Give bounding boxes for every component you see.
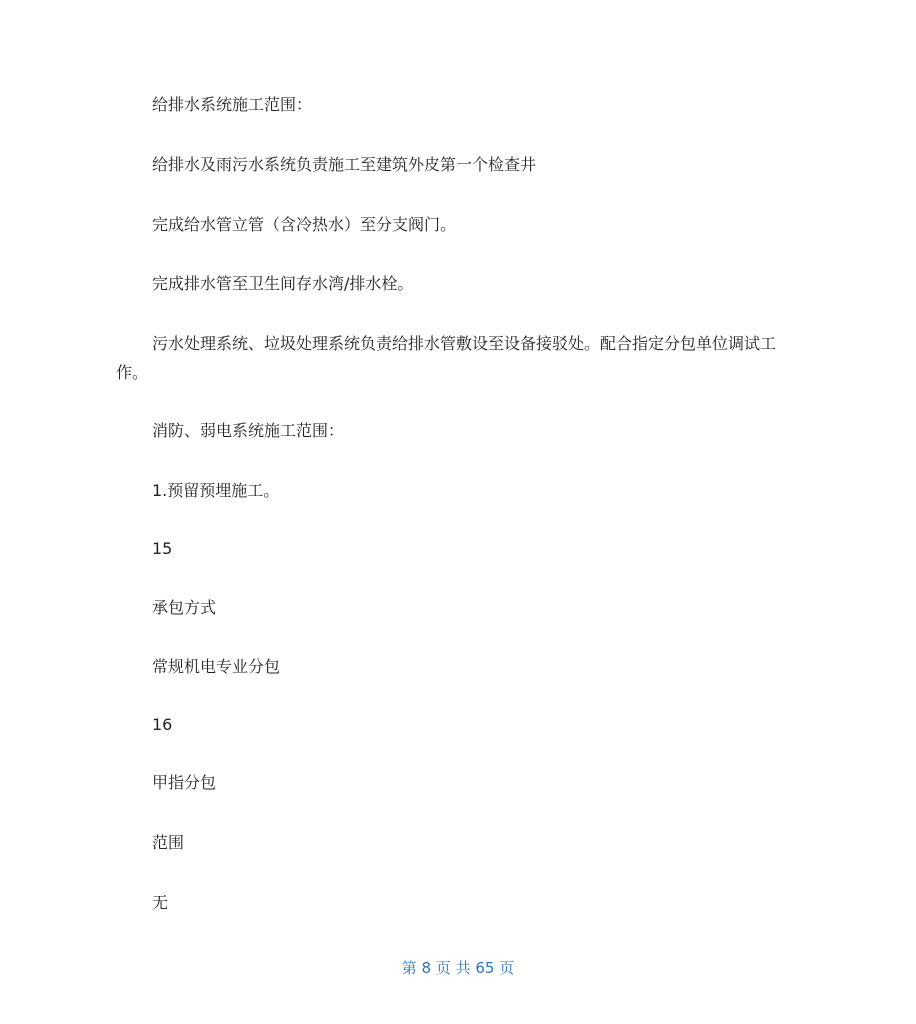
paragraph-2: 给排水及雨污水系统负责施工至建筑外皮第一个检查井	[152, 155, 537, 174]
paragraph-5: 污水处理系统、垃圾处理系统负责给排水管敷设至设备接驳处。配合指定分包单位调试工作。	[116, 334, 777, 382]
paragraph-13: 范围	[152, 833, 185, 852]
paragraph-7: 1.预留预埋施工。	[152, 481, 280, 500]
paragraph-10: 常规机电专业分包	[152, 657, 281, 676]
paragraph-3: 完成给水管立管（含冷热水）至分支阀门。	[152, 215, 457, 234]
paragraph-12: 甲指分包	[152, 773, 217, 792]
page-number-footer: 第 8 页 共 65 页	[401, 959, 515, 977]
paragraph-9: 承包方式	[152, 598, 217, 617]
paragraph-1: 给排水系统施工范围：	[152, 95, 313, 114]
paragraph-14: 无	[152, 893, 169, 912]
paragraph-4: 完成排水管至卫生间存水湾/排水栓。	[152, 274, 414, 293]
paragraph-11: 16	[152, 715, 173, 734]
paragraph-8: 15	[152, 539, 173, 558]
paragraph-6: 消防、弱电系统施工范围：	[152, 421, 345, 440]
